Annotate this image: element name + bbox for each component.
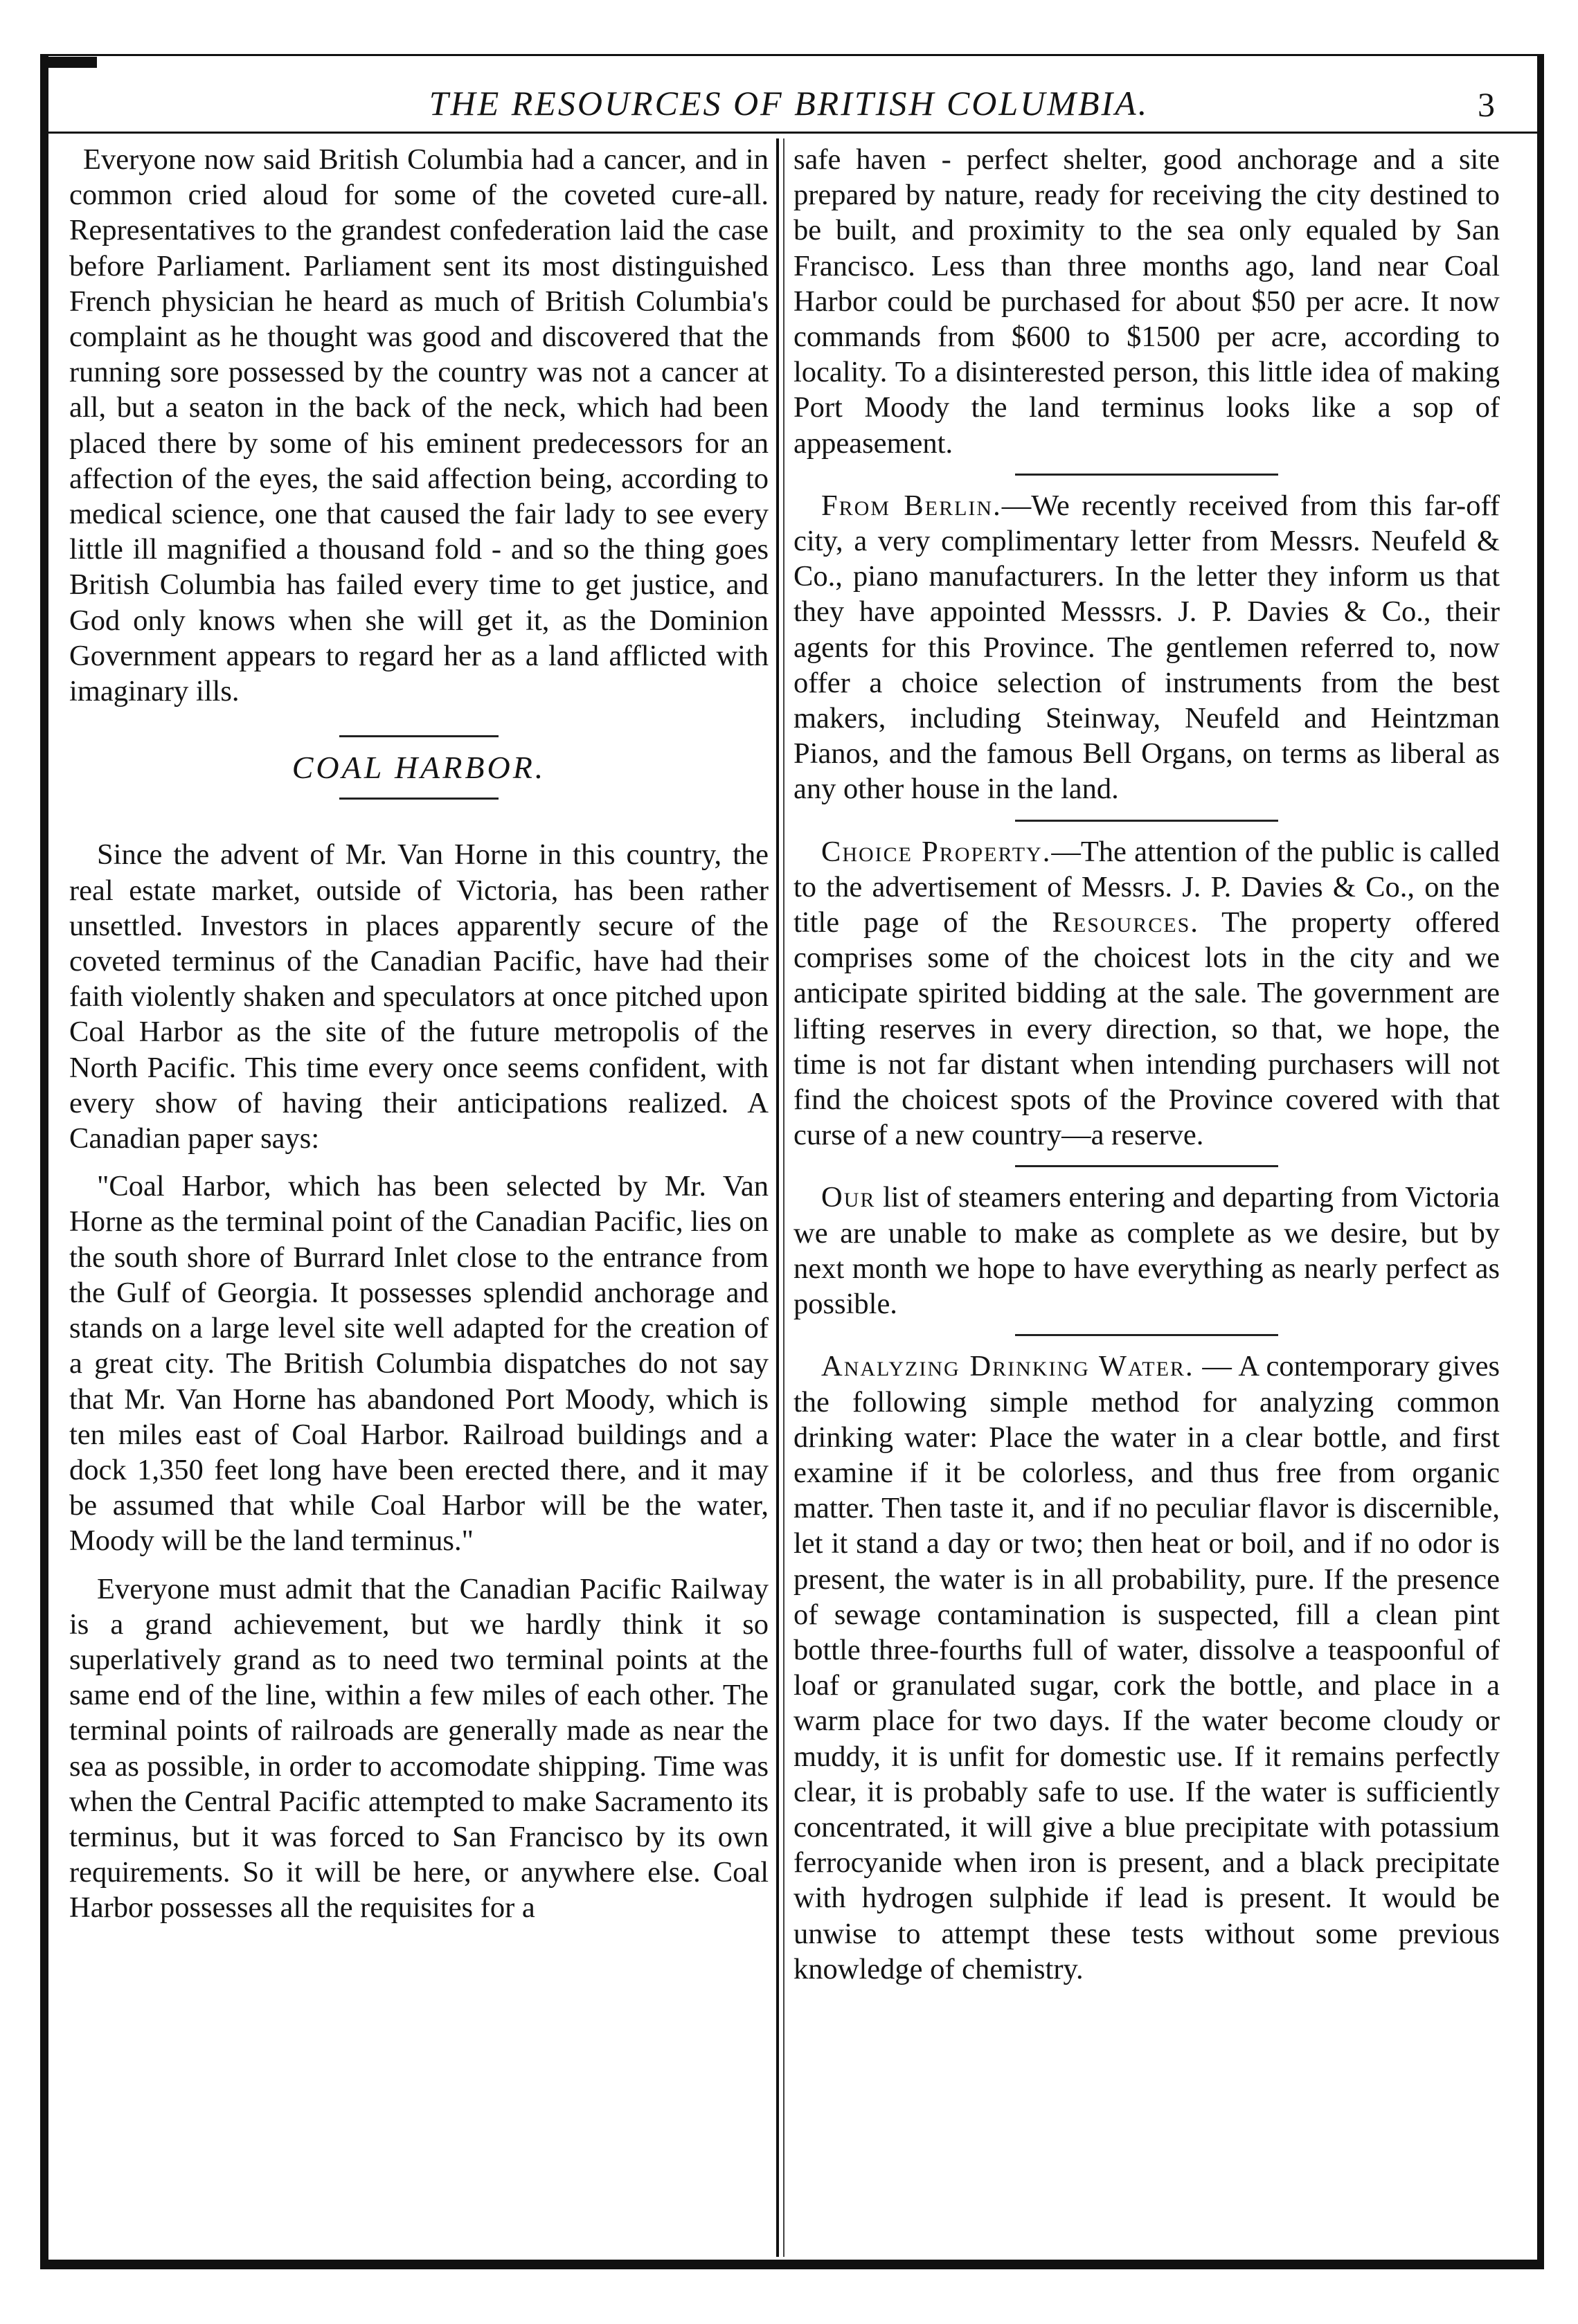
section-rule bbox=[339, 798, 499, 800]
paragraph-cancer: Everyone now said British Columbia had a cancer, and in common cried aloud for some of the coveted cure-all. Representatives to the grandest confederation laid the case before Parliament. Parliament sent its most distinguished French physician he heard as much of British Columbia's complaint as he thought was good and discovered that the running sore possessed by the country was not a cancer at all, but a seaton in the back of the neck, which had been placed there by some of his eminent predecessors for an affection of the eyes, the said affection being, according to medical science, one that caused the fair lady to see every little ill magnified a thousand fold - and so the thing goes British Columbia has failed every time to get justice, and God only knows when she will get it, as the Dominion Government appears to regard her as a land afflicted with imaginary ills. bbox=[69, 143, 769, 708]
article-rule bbox=[1015, 820, 1278, 822]
article-drinking-water bbox=[794, 1349, 1500, 1987]
article-body: . The property offered comprises some of the choicest lots in the city and we anticipate spirited bidding at the sale. The government are lifting reserves in every direction, so that, we hope, the time is not far distant when intending purchasers will not find the choicest spots of the Province covered with that curse of a new country—a reserve. bbox=[794, 906, 1500, 1152]
article-body: — A contemporary gives the following simple method for analyzing common drinking water: Place the water in a clear bottle, and first examine if it be colorless, and thus free from organic matter. Then taste it, and if no peculiar flavor is discernible, let it stand a day or two; then heat or boil, and if no odor is present, the water is in all probability, pure. If the presence of sewage contamination is suspected, fill a clean pint bottle three-fourths full of water, dissolve a teaspoonful of loaf or granulated sugar, cork the bottle, and place in a warm place for two days. If the water become cloudy or muddy, it is unfit for domestic use. If it remains perfectly clear, it is probably safe to use. If the water is sufficiently concentrated, it will give a blue precipitate with potassium ferrocyanide when iron is present, and a black precipitate with hydrogen sulphide if lead is present. It would be unwise to attempt these tests without some previous knowledge of chemistry. bbox=[794, 1350, 1500, 1985]
paragraph-terminal-points: Everyone must admit that the Canadian Pacific Railway is a grand achievement, but we hardly think it so superlatively grand as to need two terminal points at the same end of the line, within a few miles of each other. The terminal points of railroads are generally made as near the sea as possible, in order to accomodate shipping. Time was when the Central Pacific attempted to make Sacramento its terminus, but it was forced to San Francisco by its own requirements. So it will be here, or anywhere else. Coal Harbor possesses all the requisites for a bbox=[69, 1572, 769, 1925]
article-lead: From Berlin. bbox=[821, 489, 1002, 522]
article-lead: Choice Property. bbox=[821, 835, 1052, 868]
paragraph-safe-haven: safe haven - perfect shelter, good anchorage and a site prepared by nature, ready for receiving the city destined to be built, and proximity to the sea only equaled by San Francisco. Less than three months ago, land near Coal Harbor could be purchased for about $50 per acre. It now commands from $600 to $1500 per acre, according to locality. To a disinterested person, this little idea of making Port Moody the land terminus looks like a sop of appeasement. bbox=[794, 143, 1500, 460]
running-title: THE RESOURCES OF BRITISH COLUMBIA. bbox=[429, 84, 1149, 123]
article-rule bbox=[1015, 474, 1278, 476]
article-lead: Our bbox=[821, 1181, 876, 1214]
article-steamers bbox=[794, 1180, 1500, 1322]
column-divider bbox=[776, 138, 779, 2257]
section-rule bbox=[339, 735, 499, 737]
quoted-canadian-paper: "Coal Harbor, which has been selected by Mr. Van Horne as the terminal point of the Canadian Pacific, lies on the south shore of Burrard Inlet close to the entrance from the Gulf of Georgia. It possesses splendid anchorage and stands on a large level site well adapted for the creation of a great city. The British Columbia dispatches do not say that Mr. Van Horne has abandoned Port Moody, which is ten miles east of Coal Harbor. Railroad buildings and a dock 1,350 feet long have been erected there, and it may be assumed that while Coal Harbor will be the water, Moody will be the land terminus." bbox=[69, 1170, 769, 1558]
border-fragment bbox=[42, 57, 97, 68]
paragraph-van-horne: Since the advent of Mr. Van Horne in this country, the real estate market, outside of Victoria, has been rather unsettled. Investors in places apparently secure of the coveted terminus of the Canadian Pacific, have had their faith violently shaken and speculators at once pitched upon Coal Harbor as the site of the future metropolis of the North Pacific. This time every once seems confident, with every show of having their anticipations realized. A Canadian paper says: bbox=[69, 838, 769, 1155]
article-rule bbox=[1015, 1334, 1278, 1336]
article-body: list of steamers entering and departing from Victoria we are unable to make as complete as we desire, but by next month we hope to have everything as nearly perfect as possible. bbox=[794, 1181, 1500, 1321]
article-choice-property bbox=[794, 834, 1500, 1153]
section-title-coal-harbor: COAL HARBOR. bbox=[292, 750, 546, 786]
article-from-berlin bbox=[794, 488, 1500, 807]
resources-reference: Resources bbox=[1052, 906, 1191, 939]
column-divider-thin bbox=[783, 138, 784, 2257]
article-lead: Analyzing Drinking Water. bbox=[821, 1350, 1194, 1383]
article-body: —The attention of the public is called to the advertisement of Messrs. J. P. Davies & Co., on the title page of the bbox=[794, 835, 1500, 939]
article-rule bbox=[1015, 1165, 1278, 1167]
page-number: 3 bbox=[1478, 85, 1495, 124]
right-column bbox=[794, 142, 1500, 1987]
article-body: —We recently received from this far-off city, a very complimentary letter from Messrs. Neufeld & Co., piano manufacturers. In the letter they inform us that they have appointed Messsrs. J. P. Davies & Co., their agents for this Province. The gentlemen referred to, now offer a choice selection of instruments from the best makers, including Steinway, Neufeld and Heintzman Pianos, and the famous Bell Organs, on terms as liberal as any other house in the land. bbox=[794, 489, 1500, 806]
left-column bbox=[69, 142, 769, 1926]
header-rule bbox=[48, 132, 1537, 134]
